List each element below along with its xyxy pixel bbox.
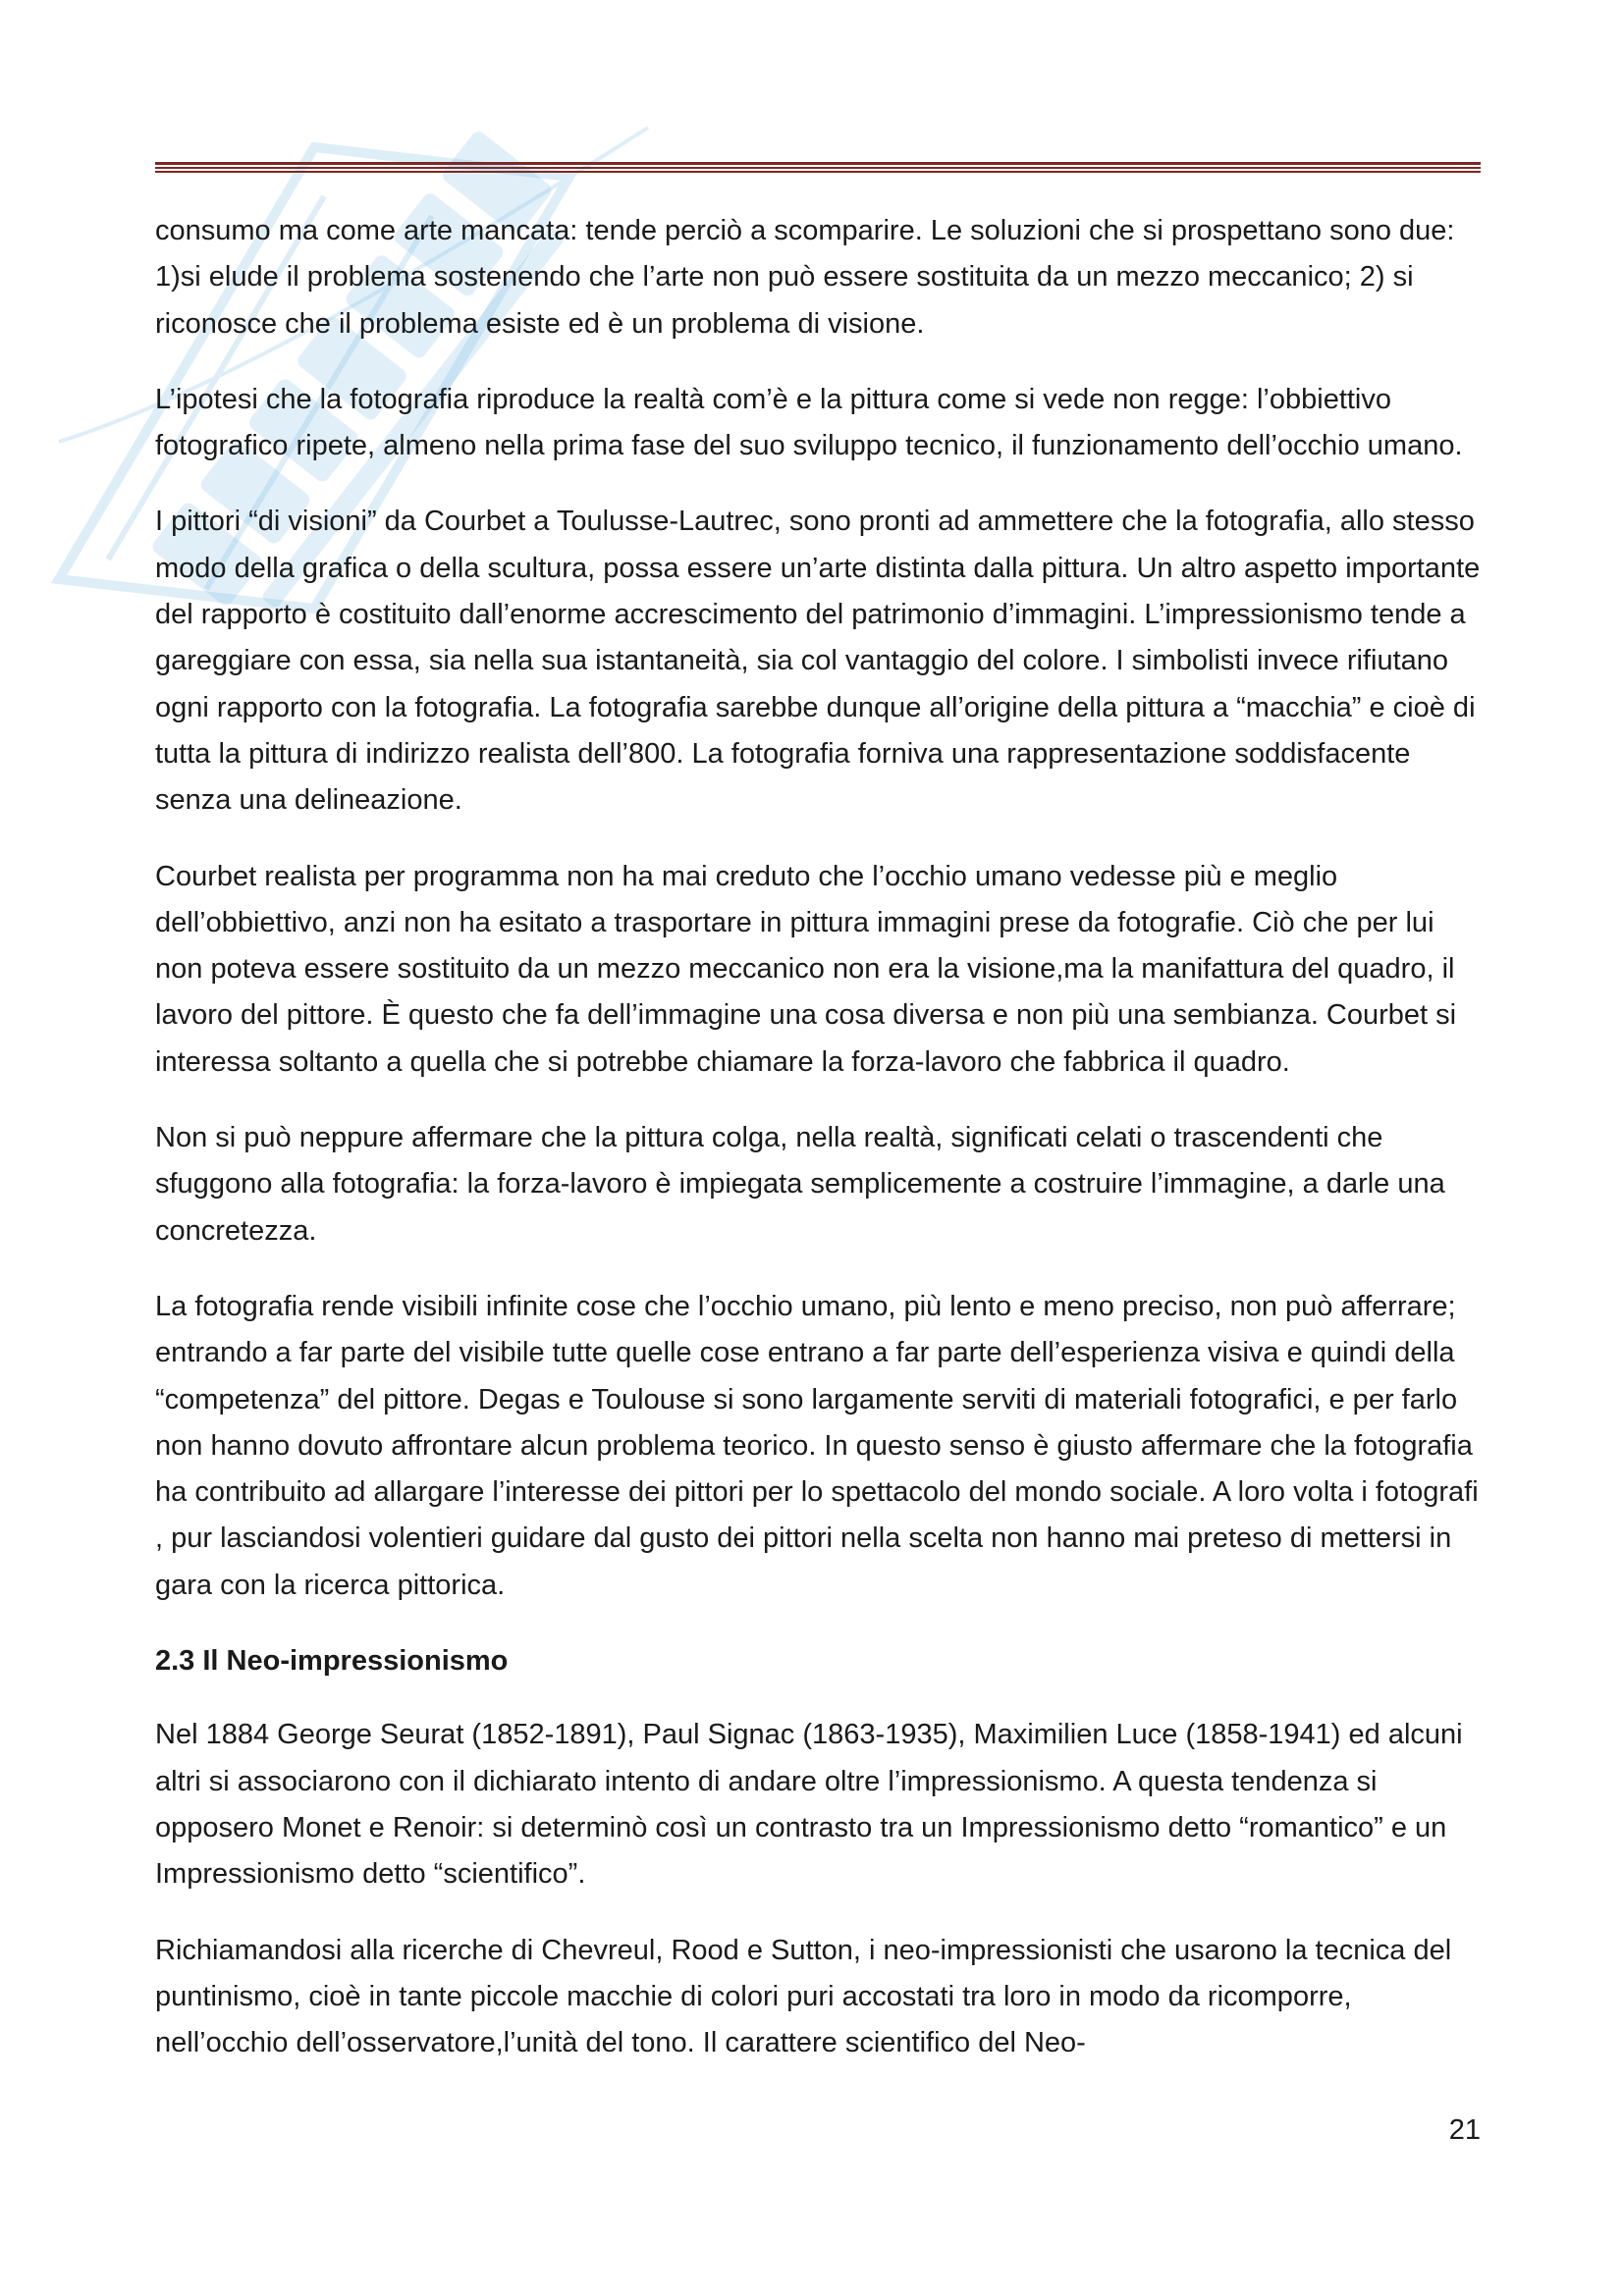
paragraph: L’ipotesi che la fotografia riproduce la realtà com’è e la pittura come si vede non regge: l’obbiettivo fotografico ripete, almeno nella prima fase del suo sviluppo tecnico, il funzionamento dell’occhio umano. <box>155 383 1463 462</box>
page-body <box>155 208 1483 2096</box>
paragraph: Non si può neppure affermare che la pittura colga, nella realtà, significati celati o trascendenti che sfuggono alla fotografia: la forza-lavoro è impiegata semplicemente a costruire l’immagine, a darle una concretezza. <box>155 1122 1445 1247</box>
header-rule-line <box>155 167 1481 169</box>
paragraph: Courbet realista per programma non ha mai creduto che l’occhio umano vedesse più e meglio dell’obbiettivo, anzi non ha esitato a trasportare in pittura immagini prese da fotografie. Ciò che per lui non poteva essere sostituito da un mezzo meccanico non era la visione,ma la manifattura del quadro, il lavoro del pittore. È questo che fa dell’immagine una cosa diversa e non più una sembianza. Courbet si interessa soltanto a quella che si potrebbe chiamare la forza-lavoro che fabbrica il quadro. <box>155 860 1457 1078</box>
paragraph: consumo ma come arte mancata: tende perciò a scomparire. Le soluzioni che si prospettano sono due: 1)si elude il problema sostenendo che l’arte non può essere sostituita da un mezzo meccanico; 2) si riconosce che il problema esiste ed è un problema di visione. <box>155 215 1455 340</box>
page-number: 21 <box>1448 2114 1481 2146</box>
header-rule-line <box>155 171 1481 173</box>
paragraph: I pittori “di visioni” da Courbet a Toulusse-Lautrec, sono pronti ad ammettere che la fotografia, allo stesso modo della grafica o della scultura, possa essere un’arte distinta dalla pittura. Un altro aspetto importante del rapporto è costituito dall’enorme accrescimento del patrimonio d’immagini. L’impressionismo tende a gareggiare con essa, sia nella sua istantaneità, sia col vantaggio del colore. I simbolisti invece rifiutano ogni rapporto con la fotografia. La fotografia sarebbe dunque all’origine della pittura a “macchia” e cioè di tutta la pittura di indirizzo realista dell’800. La fotografia forniva una rappresentazione soddisfacente senza una delineazione. <box>155 506 1481 817</box>
header-rule <box>155 162 1481 175</box>
paragraph: Richiamandosi alla ricerche di Chevreul, Rood e Sutton, i neo-impressionisti che usarono la tecnica del puntinismo, cioè in tante piccole macchie di colori puri accostati tra loro in modo da ricomporre, nell’occhio dell’osservatore,l’unità del tono. Il carattere scientifico del Neo- <box>155 1934 1452 2059</box>
header-rule-line <box>155 162 1481 165</box>
section-heading: 2.3 Il Neo-impressionismo <box>155 1645 509 1678</box>
paragraph: Nel 1884 George Seurat (1852-1891), Paul Signac (1863-1935), Maximilien Luce (1858-1941) ed alcuni altri si associarono con il dichiarato intento di andare oltre l’impressionismo. A questa tendenza si opposero Monet e Renoir: si determinò così un contrasto tra un Impressionismo detto “romantico” e un Impressionismo detto “scientifico”. <box>155 1719 1463 1891</box>
paragraph: La fotografia rende visibili infinite cose che l’occhio umano, più lento e meno preciso, non può afferrare; entrando a far parte del visibile tutte quelle cose entrano a far parte dell’esperienza visiva e quindi della “competenza” del pittore. Degas e Toulouse si sono largamente serviti di materiali fotografici, e per farlo non hanno dovuto affrontare alcun problema teorico. In questo senso è giusto affermare che la fotografia ha contribuito ad allargare l’interesse dei pittori per lo spettacolo del mondo sociale. A loro volta i fotografi , pur lasciandosi volentieri guidare dal gusto dei pittori nella scelta non hanno mai preteso di mettersi in gara con la ricerca pittorica. <box>155 1290 1479 1601</box>
